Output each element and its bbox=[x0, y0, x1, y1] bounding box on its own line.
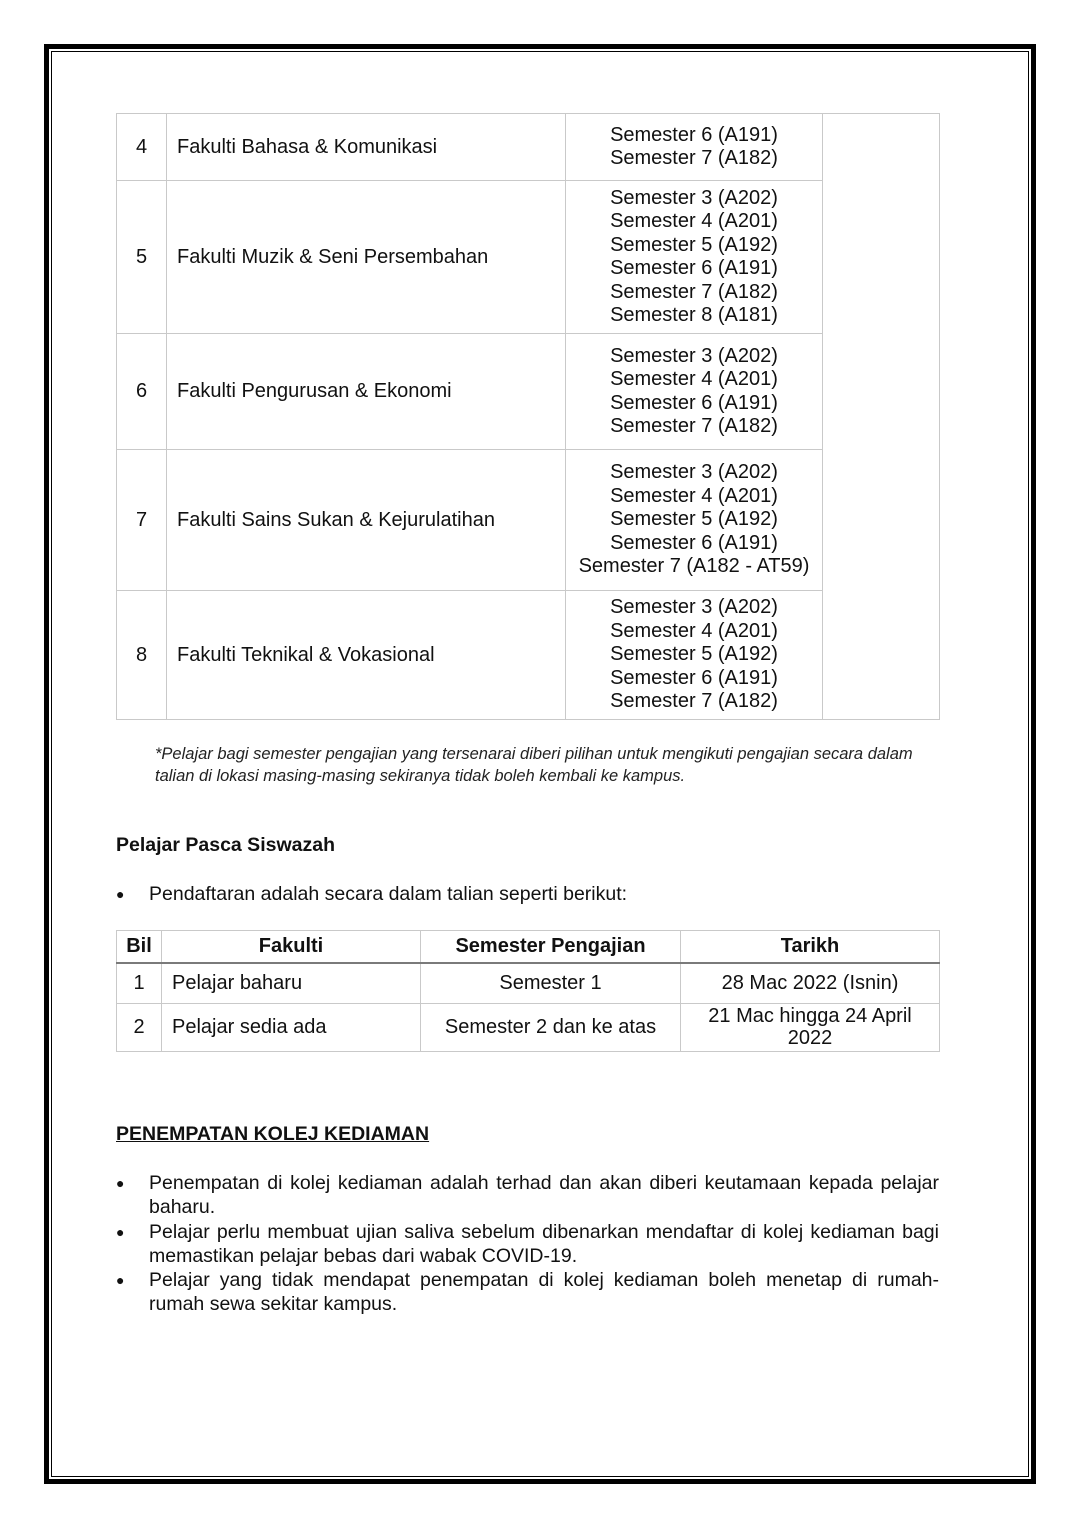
semester-item: Semester 3 (A202) bbox=[610, 186, 778, 209]
semester-item: Semester 4 (A201) bbox=[610, 368, 778, 390]
bullet-icon: ● bbox=[116, 1224, 125, 1240]
header-semester: Semester Pengajian bbox=[421, 931, 681, 964]
cell-bil: 1 bbox=[117, 963, 162, 1003]
bullet-text: Pelajar perlu membuat ujian saliva sebelum dibenarkan mendaftar di kolej kediaman bagi memastikan pelajar bebas dari wabak COVID-19. bbox=[149, 1221, 939, 1267]
semester-list bbox=[566, 450, 823, 591]
bullet-icon: ● bbox=[116, 1175, 125, 1191]
faculty-name: Fakulti Bahasa & Komunikasi bbox=[167, 114, 566, 181]
residence-bullet bbox=[116, 1172, 939, 1219]
postgrad-bullet bbox=[116, 883, 939, 907]
semester-item: Semester 6 (A191) bbox=[610, 391, 778, 414]
cell-semester: Semester 1 bbox=[421, 963, 681, 1003]
cell-fakulti: Pelajar baharu bbox=[162, 963, 421, 1003]
header-fakulti: Fakulti bbox=[162, 931, 421, 964]
row-number: 5 bbox=[117, 181, 167, 334]
semester-item: Semester 4 (A201) bbox=[610, 210, 778, 232]
header-bil: Bil bbox=[117, 931, 162, 964]
table-row bbox=[117, 334, 940, 450]
cell-semester: Semester 2 dan ke atas bbox=[421, 1003, 681, 1051]
semester-item: Semester 7 (A182) bbox=[610, 280, 778, 303]
semester-item: Semester 7 (A182 - AT59) bbox=[578, 555, 810, 578]
cell-tarikh: 28 Mac 2022 (Isnin) bbox=[681, 963, 940, 1003]
row-number: 8 bbox=[117, 591, 167, 720]
faculty-name: Fakulti Sains Sukan & Kejurulatihan bbox=[167, 450, 566, 591]
bullet-text: Pelajar yang tidak mendapat penempatan di kolej kediaman boleh menetap di rumah-rumah sewa sekitar kampus. bbox=[149, 1269, 939, 1315]
bullet-icon: ● bbox=[116, 886, 125, 902]
semester-item: Semester 6 (A191) bbox=[610, 666, 778, 689]
bullet-text: Pendaftaran adalah secara dalam talian seperti berikut: bbox=[149, 883, 628, 905]
semester-list bbox=[566, 334, 823, 450]
faculty-name: Fakulti Muzik & Seni Persembahan bbox=[167, 181, 566, 334]
row-number: 7 bbox=[117, 450, 167, 591]
residence-bullet bbox=[116, 1269, 939, 1316]
semester-item: Semester 8 (A181) bbox=[610, 304, 778, 326]
header-tarikh: Tarikh bbox=[681, 931, 940, 964]
semester-item: Semester 4 (A201) bbox=[610, 484, 778, 507]
semester-list bbox=[566, 181, 823, 334]
semester-item: Semester 6 (A191) bbox=[610, 257, 778, 279]
postgrad-table bbox=[116, 930, 940, 1052]
bullet-text: Penempatan di kolej kediaman adalah terhad dan akan diberi keutamaan kepada pelajar baharu. bbox=[149, 1172, 939, 1218]
semester-item: Semester 6 (A191) bbox=[610, 531, 778, 554]
footnote: *Pelajar bagi semester pengajian yang tersenarai diberi pilihan untuk mengikuti pengajian secara dalam talian di lokasi masing-masing sekiranya tidak boleh kembali ke kampus. bbox=[155, 745, 913, 785]
row-number: 6 bbox=[117, 334, 167, 450]
postgrad-heading: Pelajar Pasca Siswazah bbox=[116, 834, 335, 856]
blank-column bbox=[823, 114, 940, 720]
table-row bbox=[117, 450, 940, 591]
faculty-name: Fakulti Pengurusan & Ekonomi bbox=[167, 334, 566, 450]
semester-item: Semester 4 (A201) bbox=[610, 619, 778, 642]
table-header-row bbox=[117, 931, 940, 964]
cell-fakulti: Pelajar sedia ada bbox=[162, 1003, 421, 1051]
table-row bbox=[117, 591, 940, 720]
semester-item: Semester 7 (A182) bbox=[610, 415, 778, 437]
semester-item: Semester 5 (A192) bbox=[610, 233, 778, 256]
faculty-name: Fakulti Teknikal & Vokasional bbox=[167, 591, 566, 720]
residence-bullet bbox=[116, 1221, 939, 1268]
table-row bbox=[117, 181, 940, 334]
semester-item: Semester 6 (A191) bbox=[610, 123, 778, 146]
semester-item: Semester 3 (A202) bbox=[610, 461, 778, 484]
bullet-icon: ● bbox=[116, 1272, 125, 1288]
semester-item: Semester 3 (A202) bbox=[610, 344, 778, 367]
cell-tarikh: 21 Mac hingga 24 April 2022 bbox=[681, 1003, 940, 1051]
semester-item: Semester 7 (A182) bbox=[610, 690, 778, 713]
residence-heading: PENEMPATAN KOLEJ KEDIAMAN bbox=[116, 1123, 430, 1145]
table-row bbox=[117, 1003, 940, 1051]
semester-list bbox=[566, 591, 823, 720]
table-row bbox=[117, 963, 940, 1003]
semester-item: Semester 7 (A182) bbox=[610, 147, 778, 169]
faculty-semester-table bbox=[116, 113, 940, 720]
semester-item: Semester 5 (A192) bbox=[610, 508, 778, 531]
table-row bbox=[117, 114, 940, 181]
semester-item: Semester 5 (A192) bbox=[610, 643, 778, 666]
cell-bil: 2 bbox=[117, 1003, 162, 1051]
semester-list bbox=[566, 114, 823, 181]
row-number: 4 bbox=[117, 114, 167, 181]
semester-item: Semester 3 (A202) bbox=[610, 596, 778, 619]
